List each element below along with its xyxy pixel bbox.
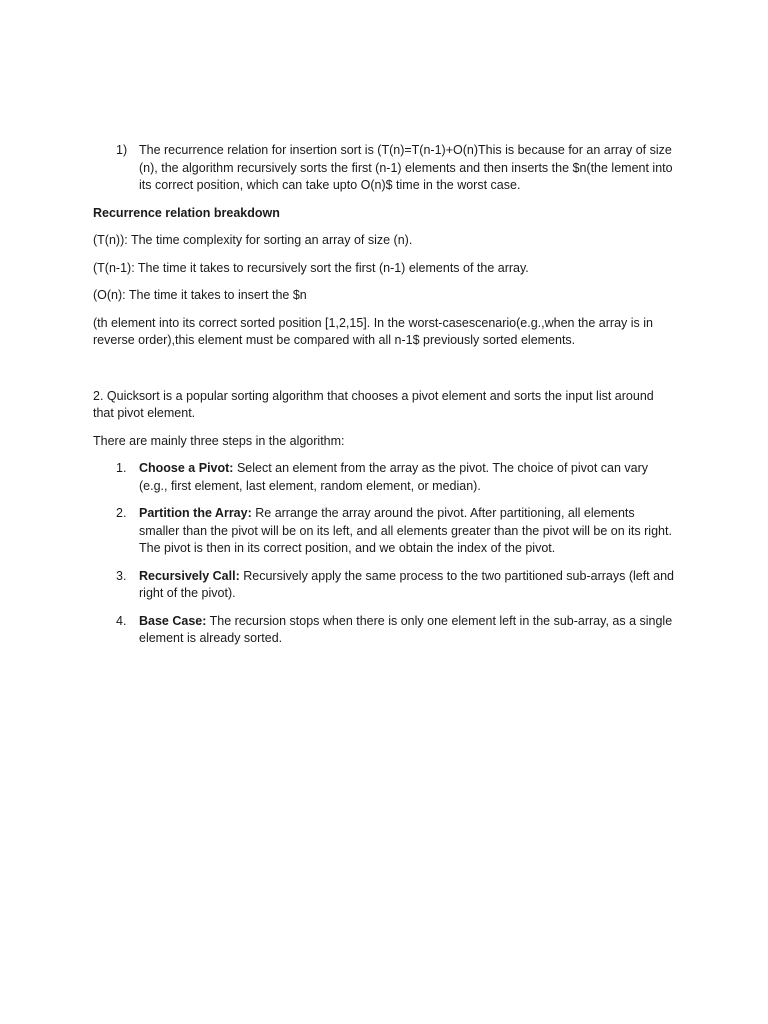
step-description: Recursively apply the same process to the two partitioned sub-arrays (left and right of the pivot). [139,568,674,600]
step-title: Recursively Call: [139,568,240,583]
step-text [139,460,678,495]
list-item-step-3 [93,568,678,603]
insertion-sort-recurrence-text: The recurrence relation for insertion sort is (T(n)=T(n-1)+O(n)This is because for an array of size (n), the algorithm recursively sorts the first (n-1) elements and then inserts the $n(the lement into its correct position, which can take upto O(n)$ time in the worst case. [139,143,673,192]
quicksort-intro: 2. Quicksort is a popular sorting algorithm that chooses a pivot element and sorts the input list around that pivot element. [93,388,654,420]
step-text [139,613,678,648]
line-tn: (T(n)): The time complexity for sorting an array of size (n). [93,233,413,247]
step-text [139,568,678,603]
list-item-number: 2. [116,506,127,520]
line-tn-minus-1: (T(n-1): The time it takes to recursively sort the first (n-1) elements of the array. [93,260,529,275]
step-title: Partition the Array: [139,506,252,520]
list-item-number: 3. [116,568,127,583]
list-item-step-2 [93,505,678,558]
step-description: Re arrange the array around the pivot. After partitioning, all elements smaller than the pivot will be on its left, and all elements greater than the pivot will be on its right. The pivot is then in its correct position, and we obtain the index of the pivot. [139,506,672,555]
list-item-insertion-sort [93,142,678,195]
list-item-step-1 [93,460,678,495]
step-title: Choose a Pivot: [139,461,234,475]
line-on: (O(n): The time it takes to insert the $n [93,288,307,302]
step-description: Select an element from the array as the pivot. The choice of pivot can vary (e.g., first element, last element, random element, or median). [139,461,649,493]
list-item-step-4 [93,613,678,648]
breakdown-heading: Recurrence relation breakdown [93,205,280,220]
steps-intro: There are mainly three steps in the algorithm: [93,433,345,448]
step-title: Base Case: [139,613,207,628]
document-page [93,142,678,648]
step-description: The recursion stops when there is only one element left in the sub-array, as a single element is already sorted. [139,613,673,645]
line-th-element: (th element into its correct sorted position [1,2,15]. In the worst-casescenario(e.g.,when the array is in reverse order),this element must be compared with all n-1$ previously sorted elements. [93,315,653,347]
list-item-number: 4. [116,613,127,628]
step-text [139,505,678,558]
list-item-number: 1) [116,143,128,157]
list-item-number: 1. [116,461,127,475]
